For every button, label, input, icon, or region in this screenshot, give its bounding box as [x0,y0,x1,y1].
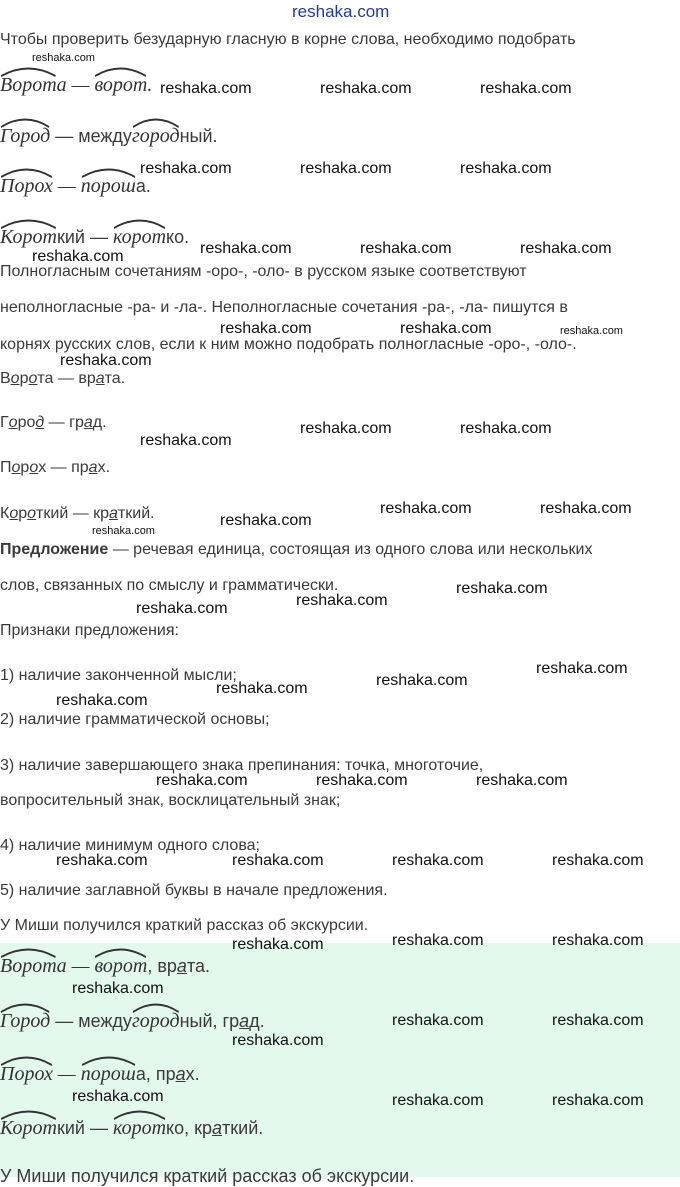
watermark: reshaka.com [552,932,644,949]
definition-term: Предложение [0,541,109,558]
watermark: reshaka.com [296,592,388,609]
watermark: reshaka.com [232,936,324,953]
vowel-pair-3: Порох — прах. [0,459,111,476]
story-line: У Миши получился краткий рассказ об экскурсии. [0,917,369,934]
watermark: reshaka.com [200,240,292,257]
watermark: reshaka.com [560,325,623,337]
answer-row-4: Короткий — коротко, краткий. [0,1117,263,1140]
answer-row-1: Ворота — ворот, врата. [0,955,210,978]
sign-item: вопросительный знак, восклицательный знак; [0,792,341,809]
para-line: неполногласные -ра- и -ла-. Неполногласные сочетания -ра-, -ла- пишутся в [0,299,568,316]
watermark: reshaka.com [220,512,312,529]
watermark: reshaka.com [476,772,568,789]
sign-item: 1) наличие законченной мысли; [0,667,237,684]
watermark: reshaka.com [72,980,164,997]
sign-item: 4) наличие минимум одного слова; [0,837,260,854]
vowel-pair-4: Короткий — краткий. [0,505,155,522]
watermark: reshaka.com [460,420,552,437]
watermark: reshaka.com [220,320,312,337]
vowel-pair-2: Город — град. [0,414,107,431]
para-line: корнях русских слов, если к ним можно подобрать полногласные -оро-, -оло-. [0,336,577,353]
watermark: reshaka.com [136,600,228,617]
watermark: reshaka.com [232,852,324,869]
watermark: reshaka.com [72,1088,164,1105]
story-line-repeat: У Миши получился краткий рассказ об экскурсии. [0,1166,415,1186]
watermark: reshaka.com [460,160,552,177]
watermark: reshaka.com [392,932,484,949]
watermark: reshaka.com [392,852,484,869]
sign-item: 2) наличие грамматической основы; [0,711,270,728]
watermark: reshaka.com [216,680,308,697]
para-line: Полногласным сочетаниям -оро-, -оло- в русском языке соответствуют [0,263,527,280]
root-pair-4: Короткий — коротко. [0,226,189,249]
root-pair-3: Порох — пороша. [0,175,151,198]
watermark: reshaka.com [536,660,628,677]
watermark: reshaka.com [156,772,248,789]
watermark: reshaka.com [360,240,452,257]
root-arc-icon [0,65,57,77]
watermark: reshaka.com [552,852,644,869]
definition-line-2: слов, связанных по смыслу и грамматически. [0,577,339,594]
watermark: reshaka.com [480,80,572,97]
answer-row-2: Город — между городный, град. [0,1010,265,1033]
watermark: reshaka.com [140,432,232,449]
watermark: reshaka.com [520,240,612,257]
watermark: reshaka.com [552,1092,644,1109]
watermark: reshaka.com [320,80,412,97]
definition-line: Предложение — речевая единица, состоящая из одного слова или нескольких [0,541,593,558]
watermark: reshaka.com [400,320,492,337]
signs-title: Признаки предложения: [0,622,179,639]
intro-text: Чтобы проверить безударную гласную в корне слова, необходимо подобрать [0,31,576,48]
watermark: reshaka.com [32,248,124,265]
watermark: reshaka.com [232,1032,324,1049]
answer-row-3: Порох — пороша, прах. [0,1063,200,1086]
watermark: reshaka.com [92,525,155,537]
watermark: reshaka.com [160,80,252,97]
root-word: Ворот [0,74,57,97]
watermark: reshaka.com [56,692,148,709]
watermark: reshaka.com [392,1012,484,1029]
watermark: reshaka.com [60,352,152,369]
watermark: reshaka.com [300,160,392,177]
watermark: reshaka.com [456,580,548,597]
watermark: reshaka.com [300,420,392,437]
watermark: reshaka.com [140,160,232,177]
watermark: reshaka.com [380,500,472,517]
watermark: reshaka.com [316,772,408,789]
watermark: reshaka.com [376,672,468,689]
vowel-pair-1: Ворота — врата. [0,370,126,387]
root-pair-1: Ворота — ворот. [0,74,152,97]
watermark: reshaka.com [552,1012,644,1029]
watermark: reshaka.com [540,500,632,517]
watermark: reshaka.com [392,1092,484,1109]
watermark: reshaka.com [32,52,95,64]
root-pair-2: Город — между городный. [0,125,218,148]
watermark-top: reshaka.com [292,2,390,21]
watermark: reshaka.com [56,852,148,869]
sign-item: 3) наличие завершающего знака препинания: точка, многоточие, [0,757,484,774]
sign-item: 5) наличие заглавной буквы в начале предложения. [0,882,388,899]
